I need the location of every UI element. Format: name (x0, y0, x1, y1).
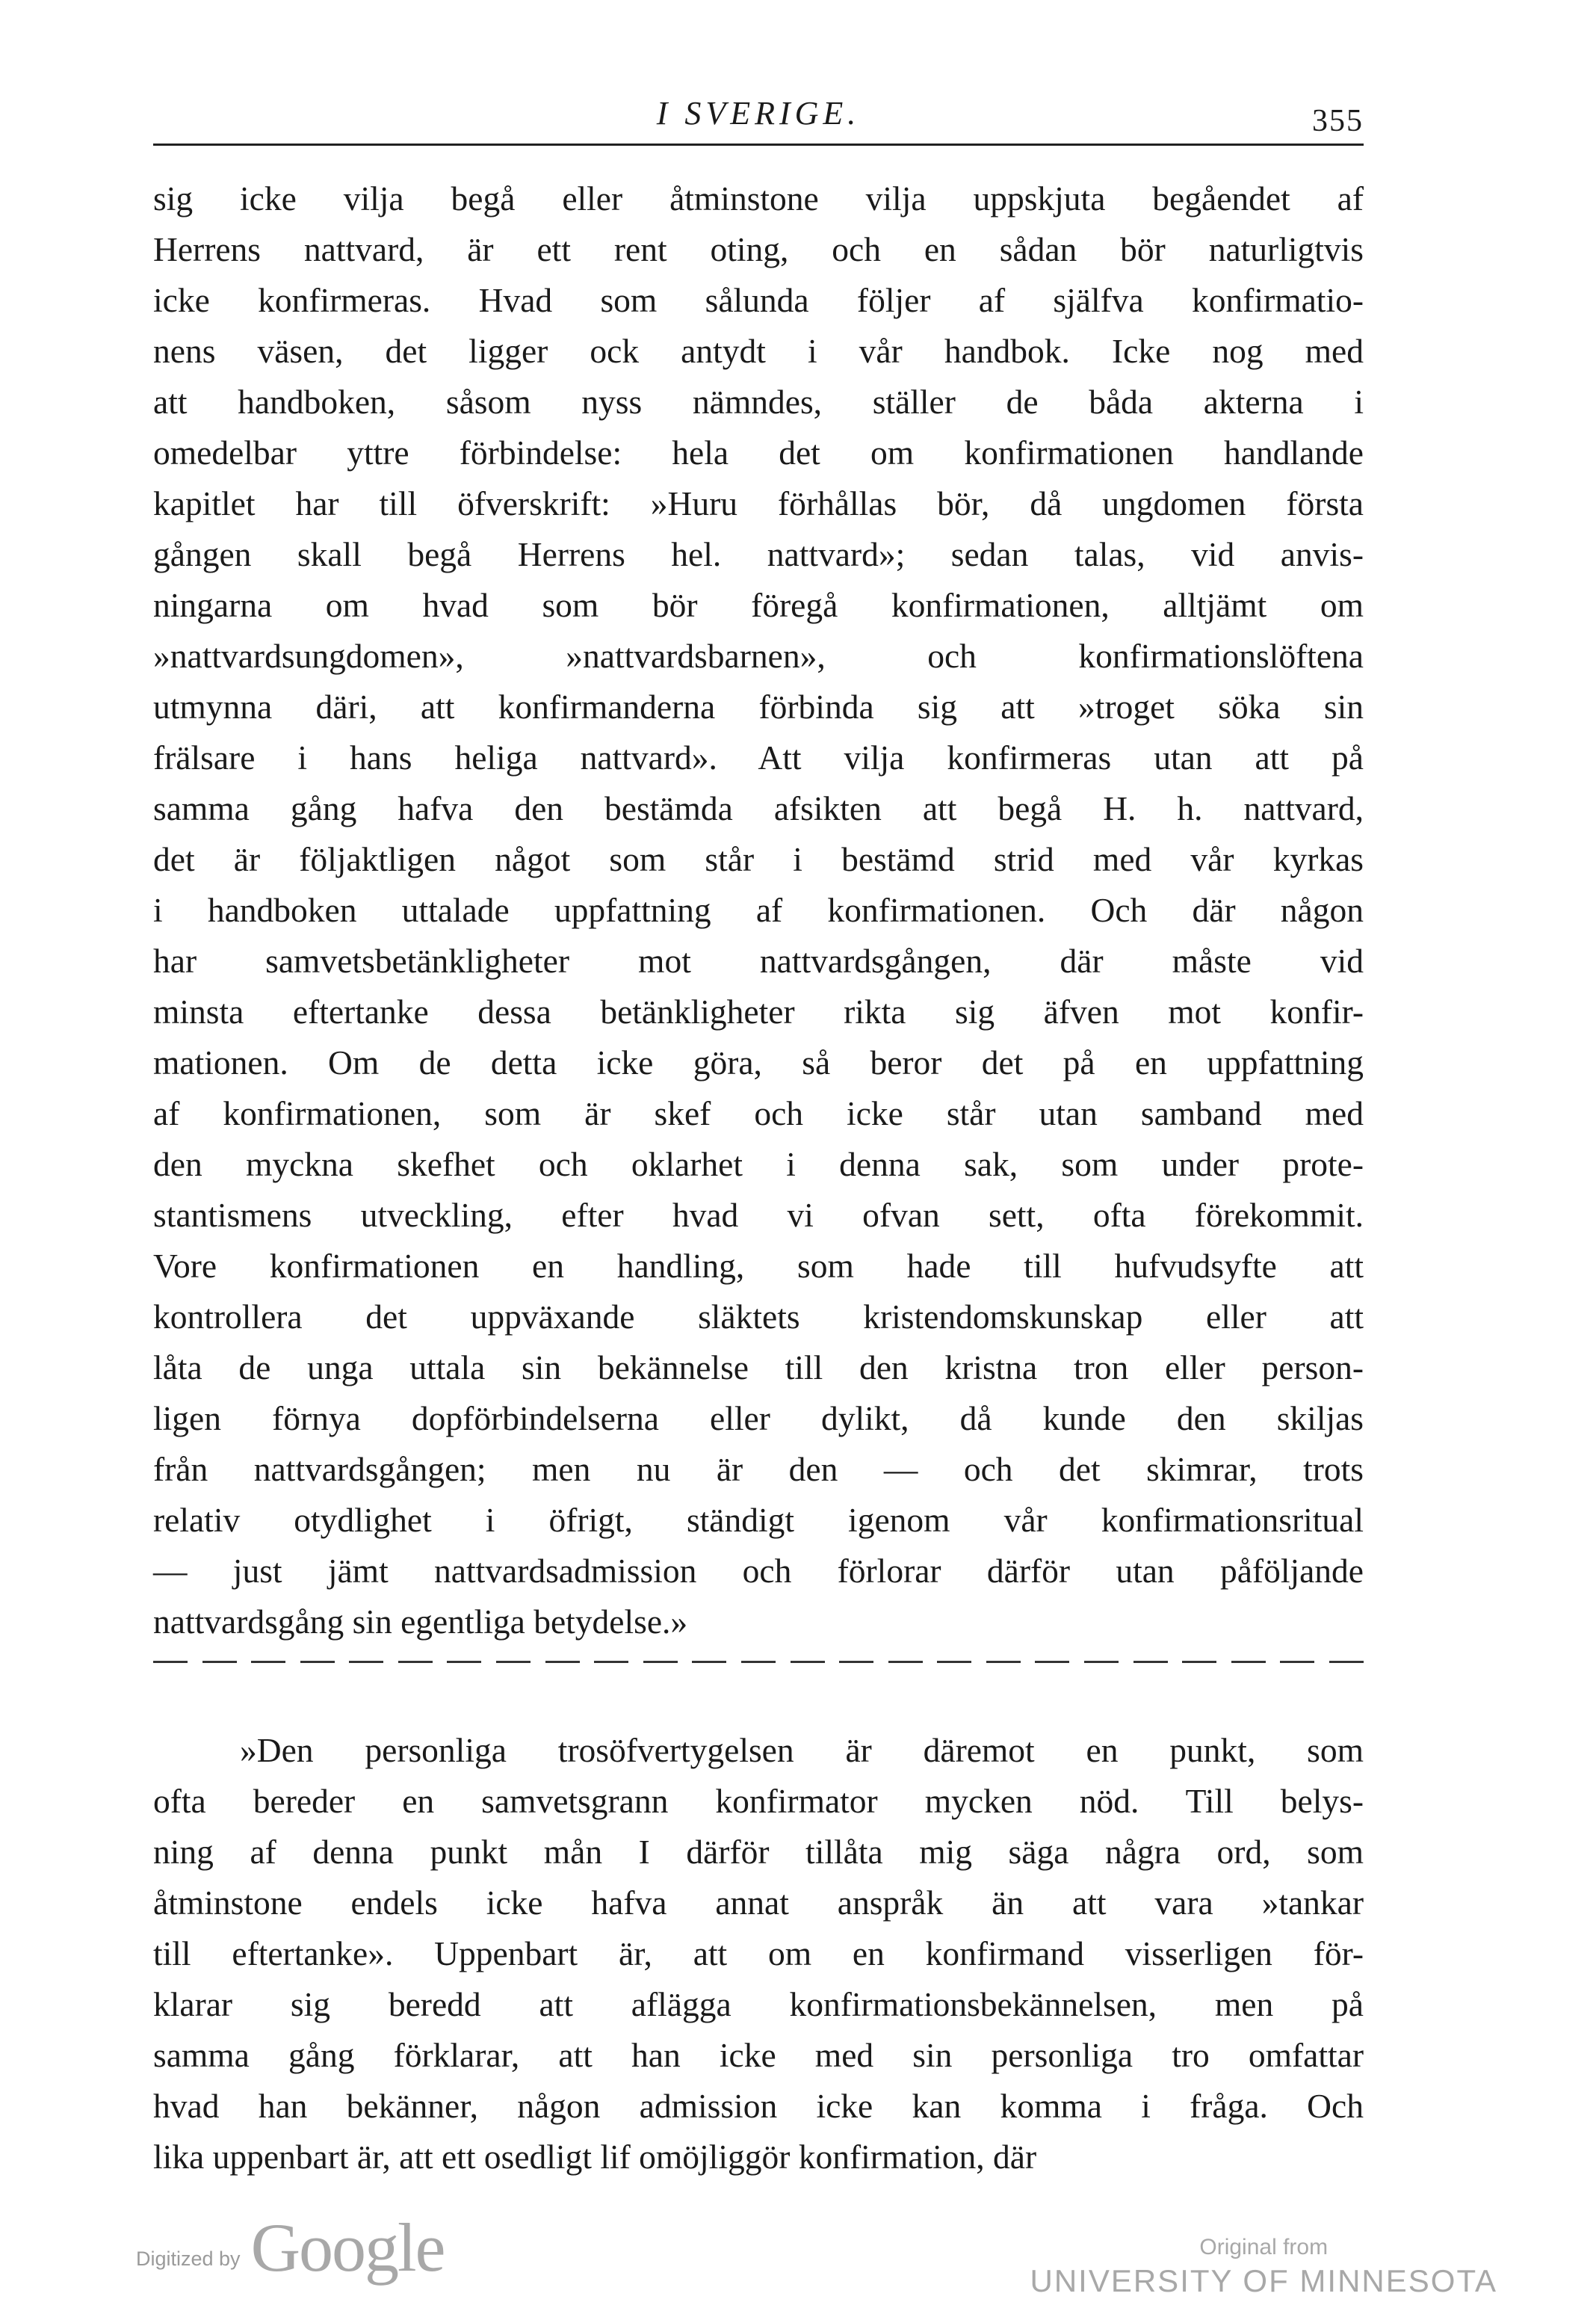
text-line: till eftertanke». Uppenbart är, att om en konfirmand visserligen för- (153, 1934, 1364, 1972)
text-line: minsta eftertanke dessa betänkligheter rikta sig äfven mot konfir- (153, 993, 1364, 1031)
separator-dash (251, 1661, 285, 1663)
separator-dash (839, 1661, 873, 1663)
text-line: ligen förnya dopförbindelserna eller dylikt, då kunde den skiljas (153, 1399, 1364, 1437)
text-line: frälsare i hans heliga nattvard». Att vilja konfirmeras utan att på (153, 738, 1364, 777)
library-name: UNIVERSITY OF MINNESOTA (1030, 2263, 1497, 2298)
text-line: af konfirmationen, som är skef och icke står utan samband med (153, 1094, 1364, 1132)
separator-dash (791, 1661, 825, 1663)
text-line: sig icke vilja begå eller åtminstone vilja uppskjuta begåendet af (153, 179, 1364, 218)
text-line: den myckna skefhet och oklarhet i denna sak, som under prote- (153, 1145, 1364, 1183)
text-line: kontrollera det uppväxande släktets kristendomskunskap eller att (153, 1298, 1364, 1336)
text-line: låta de unga uttala sin bekännelse till den kristna tron eller person- (153, 1348, 1364, 1386)
separator-dash (692, 1661, 726, 1663)
running-head (153, 82, 1364, 142)
separator-dash (1133, 1661, 1168, 1663)
separator-dash (643, 1661, 678, 1663)
text-line: »nattvardsungdomen», »nattvardsbarnen», och konfirmationslöftena (153, 637, 1364, 675)
separator-dash (741, 1661, 776, 1663)
text-line: mationen. Om de detta icke göra, så beror det på en uppfattning (153, 1043, 1364, 1082)
paragraph-1 (153, 173, 1364, 1647)
section-separator-dashes (153, 1661, 1364, 1668)
text-line: — just jämt nattvardsadmission och förlorar därför utan påföljande (153, 1552, 1364, 1590)
text-line: icke konfirmeras. Hvad som sålunda följer af själfva konfirmatio- (153, 281, 1364, 319)
text-line: ning af denna punkt mån I därför tillåta mig säga några ord, som (153, 1833, 1364, 1871)
separator-dash (1280, 1661, 1314, 1663)
page-number: 355 (1312, 104, 1364, 138)
text-line: från nattvardsgången; men nu är den — och det skimrar, trots (153, 1450, 1364, 1488)
separator-dash (986, 1661, 1021, 1663)
separator-dash (545, 1661, 580, 1663)
digitized-by-watermark (136, 2197, 444, 2287)
text-line: samma gång hafva den bestämda afsikten att begå H. h. nattvard, (153, 789, 1364, 827)
original-from-label: Original from (1199, 2235, 1329, 2259)
text-line: relativ otydlighet i öfrigt, ständigt igenom vår konfirmationsritual (153, 1501, 1364, 1539)
separator-dash (888, 1661, 923, 1663)
header-rule (153, 144, 1364, 146)
text-line: ningarna om hvad som bör föregå konfirmationen, alltjämt om (153, 586, 1364, 624)
body-text (153, 173, 1364, 2182)
separator-dash (1182, 1661, 1216, 1663)
text-line: klarar sig beredd att aflägga konfirmationsbekännelsen, men på (153, 1985, 1364, 2023)
text-line: omedelbar yttre förbindelse: hela det om konfirmationen handlande (153, 434, 1364, 472)
text-line: nens väsen, det ligger ock antydt i vår handbok. Icke nog med (153, 332, 1364, 370)
text-line: det är följaktligen något som står i bestämd strid med vår kyrkas (153, 840, 1364, 878)
separator-dash (398, 1661, 433, 1663)
separator-dash (1329, 1661, 1364, 1663)
separator-dash (300, 1661, 335, 1663)
digitized-by-label: Digitized by (136, 2248, 241, 2270)
text-line: »Den personliga trosöfvertygelsen är däremot en punkt, som (240, 1731, 1364, 1769)
source-library-watermark (1030, 2233, 1497, 2301)
separator-dash (447, 1661, 481, 1663)
separator-dash (1084, 1661, 1119, 1663)
separator-dash (496, 1661, 531, 1663)
paragraph-2 (153, 1725, 1364, 2182)
text-line: hvad han bekänner, någon admission icke kan komma i fråga. Och (153, 2087, 1364, 2125)
separator-dash (1035, 1661, 1069, 1663)
text-line: samma gång förklarar, att han icke med sin personliga tro omfattar (153, 2036, 1364, 2074)
text-line: åtminstone endels icke hafva annat anspråk än att vara »tankar (153, 1884, 1364, 1922)
text-line: Vore konfirmationen en handling, som hade till hufvudsyfte att (153, 1247, 1364, 1285)
separator-dash (594, 1661, 628, 1663)
separator-dash (1231, 1661, 1266, 1663)
text-line: att handboken, såsom nyss nämndes, ställer de båda akterna i (153, 383, 1364, 421)
text-line: i handboken uttalade uppfattning af konfirmationen. Och där någon (153, 891, 1364, 929)
separator-dash (202, 1661, 237, 1663)
separator-dash (937, 1661, 971, 1663)
running-title: I SVERIGE. (656, 95, 861, 132)
separator-dash (153, 1661, 188, 1663)
text-line: har samvetsbetänkligheter mot nattvardsgången, där måste vid (153, 942, 1364, 980)
text-line: Herrens nattvard, är ett rent oting, och en sådan bör naturligtvis (153, 230, 1364, 268)
text-line: utmynna däri, att konfirmanderna förbinda sig att »troget söka sin (153, 688, 1364, 726)
text-line: stantismens utveckling, efter hvad vi ofvan sett, ofta förekommit. (153, 1196, 1364, 1234)
google-logo: Google (250, 2209, 445, 2286)
separator-dash (349, 1661, 383, 1663)
text-line: gången skall begå Herrens hel. nattvard»; sedan talas, vid anvis- (153, 535, 1364, 573)
text-line: nattvardsgång sin egentliga betydelse.» (153, 1602, 688, 1641)
text-line: lika uppenbart är, att ett osedligt lif omöjliggör konfirmation, där (153, 2138, 1037, 2176)
text-line: ofta bereder en samvetsgrann konfirmator mycken nöd. Till belys- (153, 1782, 1364, 1820)
text-line: kapitlet har till öfverskrift: »Huru förhållas bör, då ungdomen första (153, 484, 1364, 522)
